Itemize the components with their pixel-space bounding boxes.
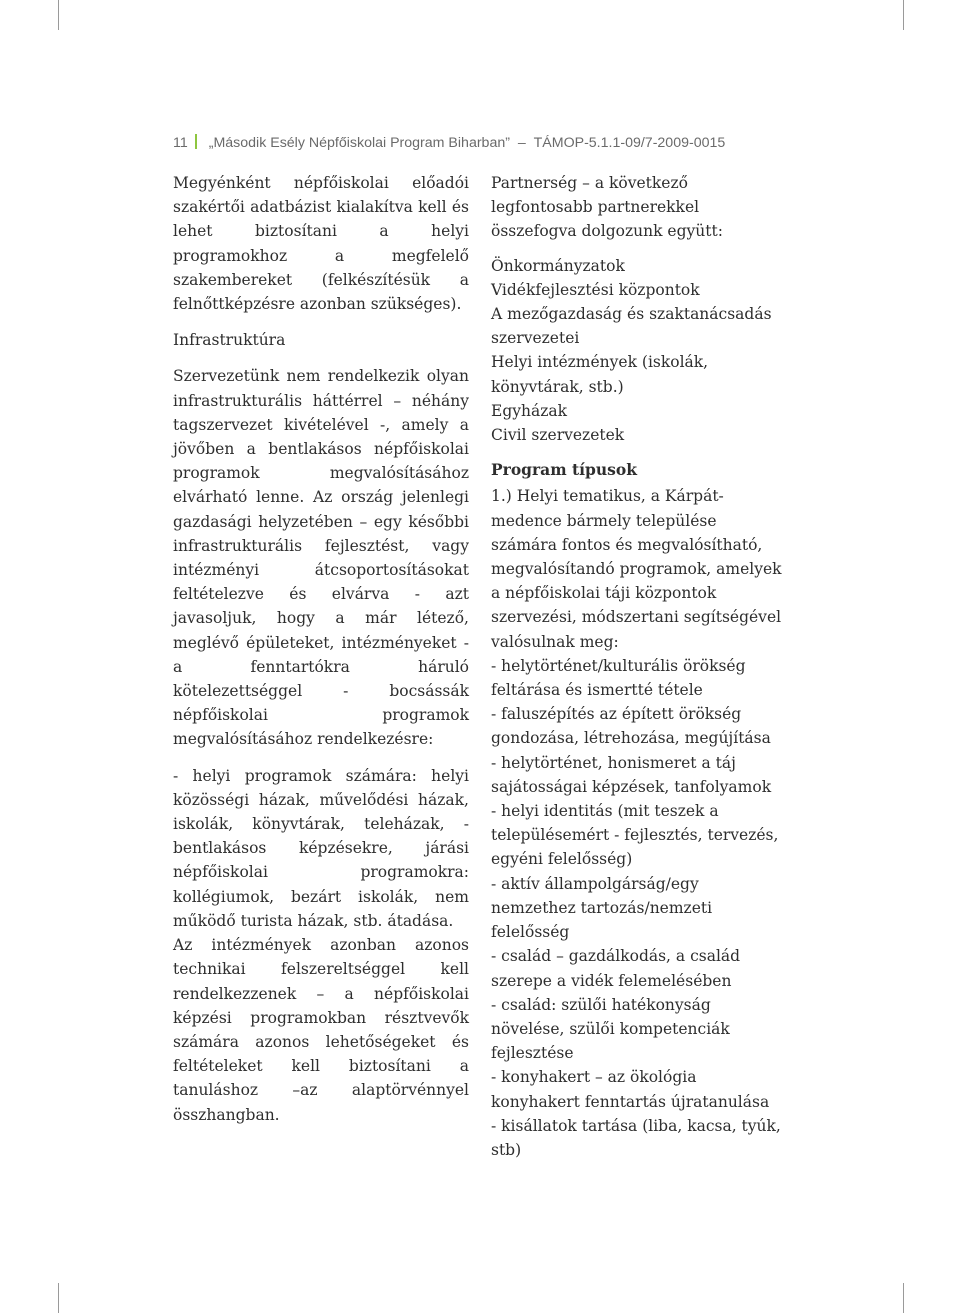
crop-mark-top-left — [58, 0, 59, 30]
program-item: - kisállatok tartása (liba, kacsa, tyúk, stb) — [491, 1116, 781, 1159]
paragraph-equipment: Az intézmények azonban azonos technikai felszereltséggel kell rendelkezzenek – a népfőiskolai képzési programokban résztvevők számára azonos lehetőségeket és feltételeket kell biztosítani a tanuláshoz –az alaptörvénnyel összhangban. — [173, 936, 469, 1124]
left-column — [173, 171, 469, 1127]
partner-item: Egyházak — [491, 401, 568, 420]
header-dash: – — [517, 135, 526, 151]
partner-list — [491, 254, 787, 448]
paragraph-local-programs: 1.) Helyi tematikus, a Kárpát-medence bármely települése számára fontos és megvalósítható, megvalósítandó programok, amelyek a népfőiskolai táji központok szervezési, módszertani segítségével valósulnak meg: — [491, 487, 782, 651]
paragraph-infrastructure: Szervezetünk nem rendelkezik olyan infrastrukturális háttérrel – néhány tagszervezet kivételével -, amely a jövőben a bentlakásos népfőiskolai programok megvalósításához elvárható lenne. Az ország jelenlegi gazdasági helyzetében – egy későbbi infrastrukturális fejlesztést, vagy intézményi átcsoportosításokat feltételezve és elvárva - azt javasoljuk, hogy a már létező, meglévő épületeket, intézményeket - a fenntartókra háruló kötelezettséggel - bocsássák népfőiskolai programok megvalósításához rendelkezésre: — [173, 367, 469, 749]
program-item: - család – gazdálkodás, a család szerepe a vidék felemelésében — [491, 947, 741, 990]
paragraph-partnership: Partnerség – a következő legfontosabb partnerekkel összefogva dolgozunk együtt: — [491, 174, 723, 241]
program-item: - konyhakert – az ökológia konyhakert fenntartás újratanulása — [491, 1068, 770, 1111]
running-header — [173, 133, 725, 153]
crop-mark-bottom-left — [58, 1283, 59, 1313]
partner-item: A mezőgazdaság és szaktanácsadás szervezetei — [491, 305, 772, 348]
page-number: 11 — [173, 135, 188, 151]
program-item: - helytörténet, honismeret a táj sajátosságai képzések, tanfolyamok — [491, 753, 772, 796]
program-item: - helyi identitás (mit teszek a településemért - fejlesztés, tervezés, egyéni felelősség) — [491, 802, 779, 869]
program-item: - aktív állampolgárság/egy nemzethez tartozás/nemzeti felelősség — [491, 874, 713, 942]
paragraph-experts: Megyénként népfőiskolai előadói szakértői adatbázist kialakítva kell és lehet biztosítani a helyi programokhoz a megfelelő szakembereket (felkészítésük a felnőttképzésre azonban szükséges). — [173, 174, 469, 314]
partner-item: Helyi intézmények (iskolák, könyvtárak, stb.) — [491, 353, 709, 396]
program-item: - család: szülői hatékonyság növelése, szülői kompetenciák fejlesztése — [491, 995, 730, 1063]
partner-item: Civil szervezetek — [491, 426, 625, 445]
partner-item: Önkormányzatok — [491, 256, 625, 275]
program-item: - faluszépítés az épített örökség gondozása, létrehozása, megújítása — [491, 705, 771, 748]
right-column — [491, 171, 787, 1162]
crop-mark-top-right — [903, 0, 904, 30]
partner-item: Vidékfejlesztési központok — [491, 280, 700, 299]
crop-mark-bottom-right — [903, 1283, 904, 1313]
heading-infrastructure: Infrastruktúra — [173, 331, 286, 350]
heading-program-types: Program típusok — [491, 460, 637, 480]
program-item: - helytörténet/kulturális örökség feltárása és ismertté tétele — [491, 656, 746, 700]
header-title: „Második Esély Népfőiskolai Program Biharban” — [208, 135, 510, 151]
project-code: TÁMOP-5.1.1-09/7-2009-0015 — [533, 135, 726, 151]
program-item-list — [491, 654, 787, 1162]
paragraph-facilities: - helyi programok számára: helyi közösségi házak, művelődési házak, iskolák, könyvtárak, teleházak, - bentlakásos képzésekre, járási népfőiskolai programokra: kollégiumok, bezárt iskolák, nem működő turista házak, stb. átadása. — [173, 766, 469, 930]
header-accent-bar — [195, 134, 197, 149]
